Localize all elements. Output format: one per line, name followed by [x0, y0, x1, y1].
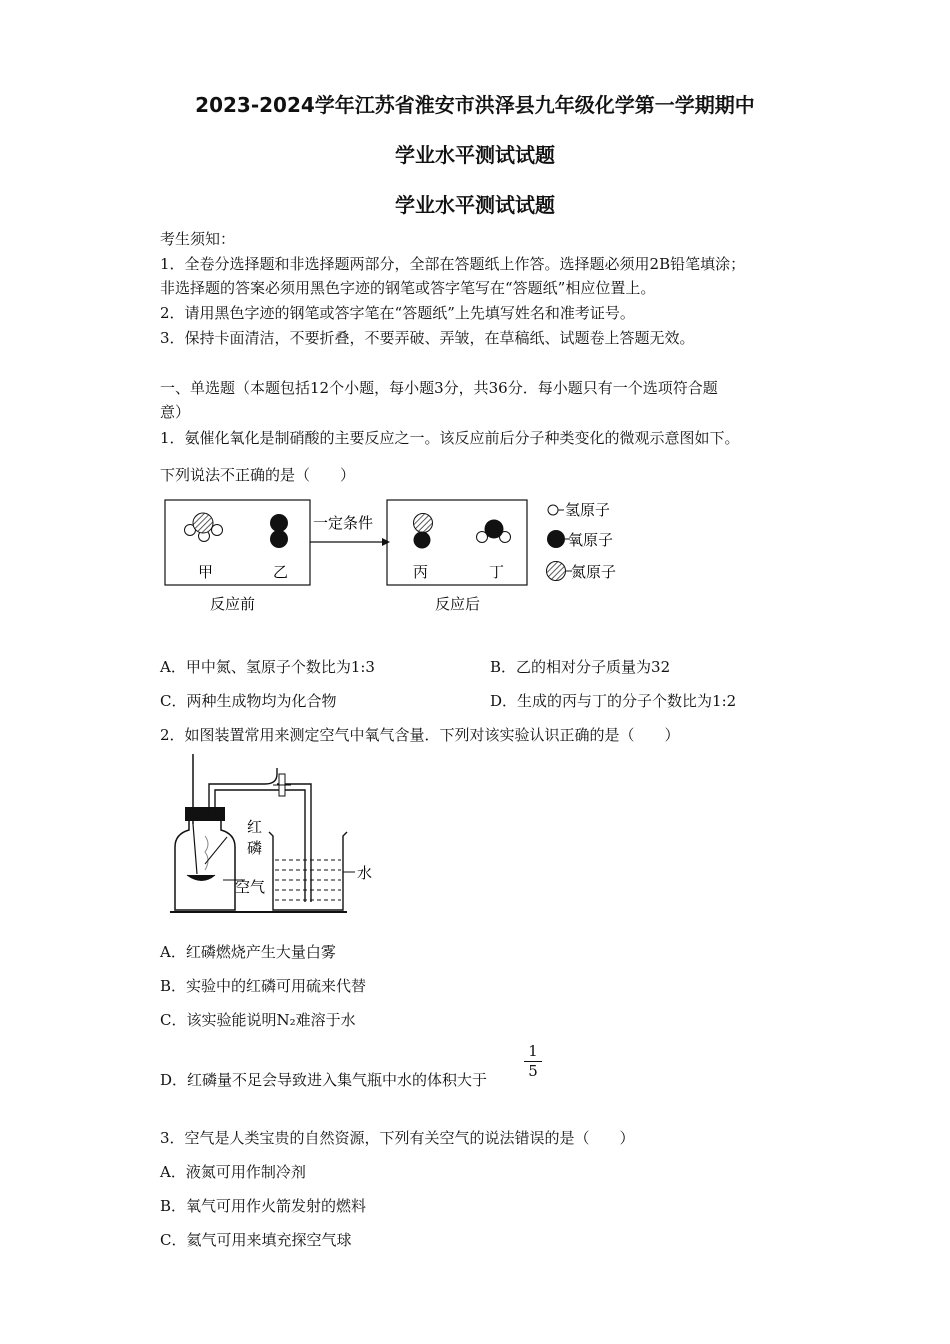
label-jia: 甲	[198, 563, 214, 581]
q1-option-c[interactable]: C．两种生成物均为化合物	[160, 692, 337, 710]
fraction-denominator: 5	[524, 1061, 542, 1081]
legend-oxygen: 氧原子	[568, 531, 614, 549]
oxygen-molecule	[270, 514, 288, 548]
label-water: 水	[357, 864, 373, 882]
section-heading-cont: 意）	[160, 403, 191, 421]
label-before: 反应前	[210, 595, 256, 613]
label-ding: 丁	[489, 563, 505, 581]
q2-option-b[interactable]: B．实验中的红磷可用硫来代替	[160, 977, 367, 995]
page-subtitle: 学业水平测试试题	[395, 143, 555, 167]
notice-heading: 考生须知：	[160, 230, 236, 248]
water-molecule	[477, 520, 511, 543]
page-title: 2023-2024学年江苏省淮安市洪泽县九年级化学第一学期期中	[195, 93, 755, 117]
notice-item-1-cont: 非选择题的答案必须用黑色字迹的钢笔或答字笔写在“答题纸”相应位置上。	[160, 279, 656, 297]
page-subtitle-repeat: 学业水平测试试题	[395, 193, 555, 217]
legend-hydrogen: 氢原子	[565, 501, 611, 519]
q3-option-c[interactable]: C．氦气可用来填充探空气球	[160, 1231, 352, 1249]
legend-nitrogen: 氮原子	[571, 563, 617, 581]
label-after: 反应后	[435, 595, 481, 613]
q1-option-a[interactable]: A．甲中氮、氢原子个数比为1:3	[160, 658, 375, 676]
label-air: 空气	[235, 878, 266, 896]
section-heading: 一、单选题（本题包括12个小题，每小题3分，共36分．每小题只有一个选项符合题	[160, 379, 718, 397]
q2-option-c[interactable]: C．该实验能说明N₂难溶于水	[160, 1011, 356, 1029]
q1-option-b[interactable]: B．乙的相对分子质量为32	[490, 658, 671, 676]
q2-option-a[interactable]: A．红磷燃烧产生大量白雾	[160, 943, 336, 961]
label-bing: 丙	[413, 563, 429, 581]
q1-reaction-diagram	[160, 495, 650, 620]
q1-stem: 1．氨催化氧化是制硝酸的主要反应之一。该反应前后分子种类变化的微观示意图如下。	[160, 429, 740, 447]
label-phosphorus: 磷	[247, 839, 263, 857]
legend	[547, 501, 617, 581]
before-box	[165, 500, 310, 585]
q3-option-a[interactable]: A．液氮可用作制冷剂	[160, 1163, 306, 1181]
q3-stem: 3．空气是人类宝贵的自然资源，下列有关空气的说法错误的是（ ）	[160, 1129, 635, 1147]
ammonia-molecule	[185, 513, 223, 542]
label-red: 红	[247, 818, 263, 836]
q1-stem-cont: 下列说法不正确的是（ ）	[160, 466, 356, 484]
q2-option-d[interactable]: D．红磷量不足会导致进入集气瓶中水的体积大于	[160, 1071, 488, 1089]
q1-option-d[interactable]: D．生成的丙与丁的分子个数比为1:2	[490, 692, 737, 710]
label-yi: 乙	[273, 563, 289, 581]
fraction-numerator: 1	[528, 1042, 538, 1060]
notice-item-3: 3．保持卡面清洁，不要折叠，不要弄破、弄皱，在草稿纸、试题卷上答题无效。	[160, 329, 695, 347]
fraction-one-fifth	[524, 1042, 542, 1081]
reaction-condition: 一定条件	[313, 514, 374, 532]
notice-item-1: 1．全卷分选择题和非选择题两部分，全部在答题纸上作答。选择题必须用2B铅笔填涂；	[160, 255, 746, 273]
nitric-oxide-molecule	[414, 514, 433, 549]
q2-stem: 2．如图装置常用来测定空气中氧气含量．下列对该实验认识正确的是（ ）	[160, 726, 680, 744]
notice-item-2: 2．请用黑色字迹的钢笔或答字笔在“答题纸”上先填写姓名和准考证号。	[160, 304, 635, 322]
q2-apparatus-diagram	[165, 752, 385, 917]
q3-option-b[interactable]: B．氧气可用作火箭发射的燃料	[160, 1197, 367, 1215]
